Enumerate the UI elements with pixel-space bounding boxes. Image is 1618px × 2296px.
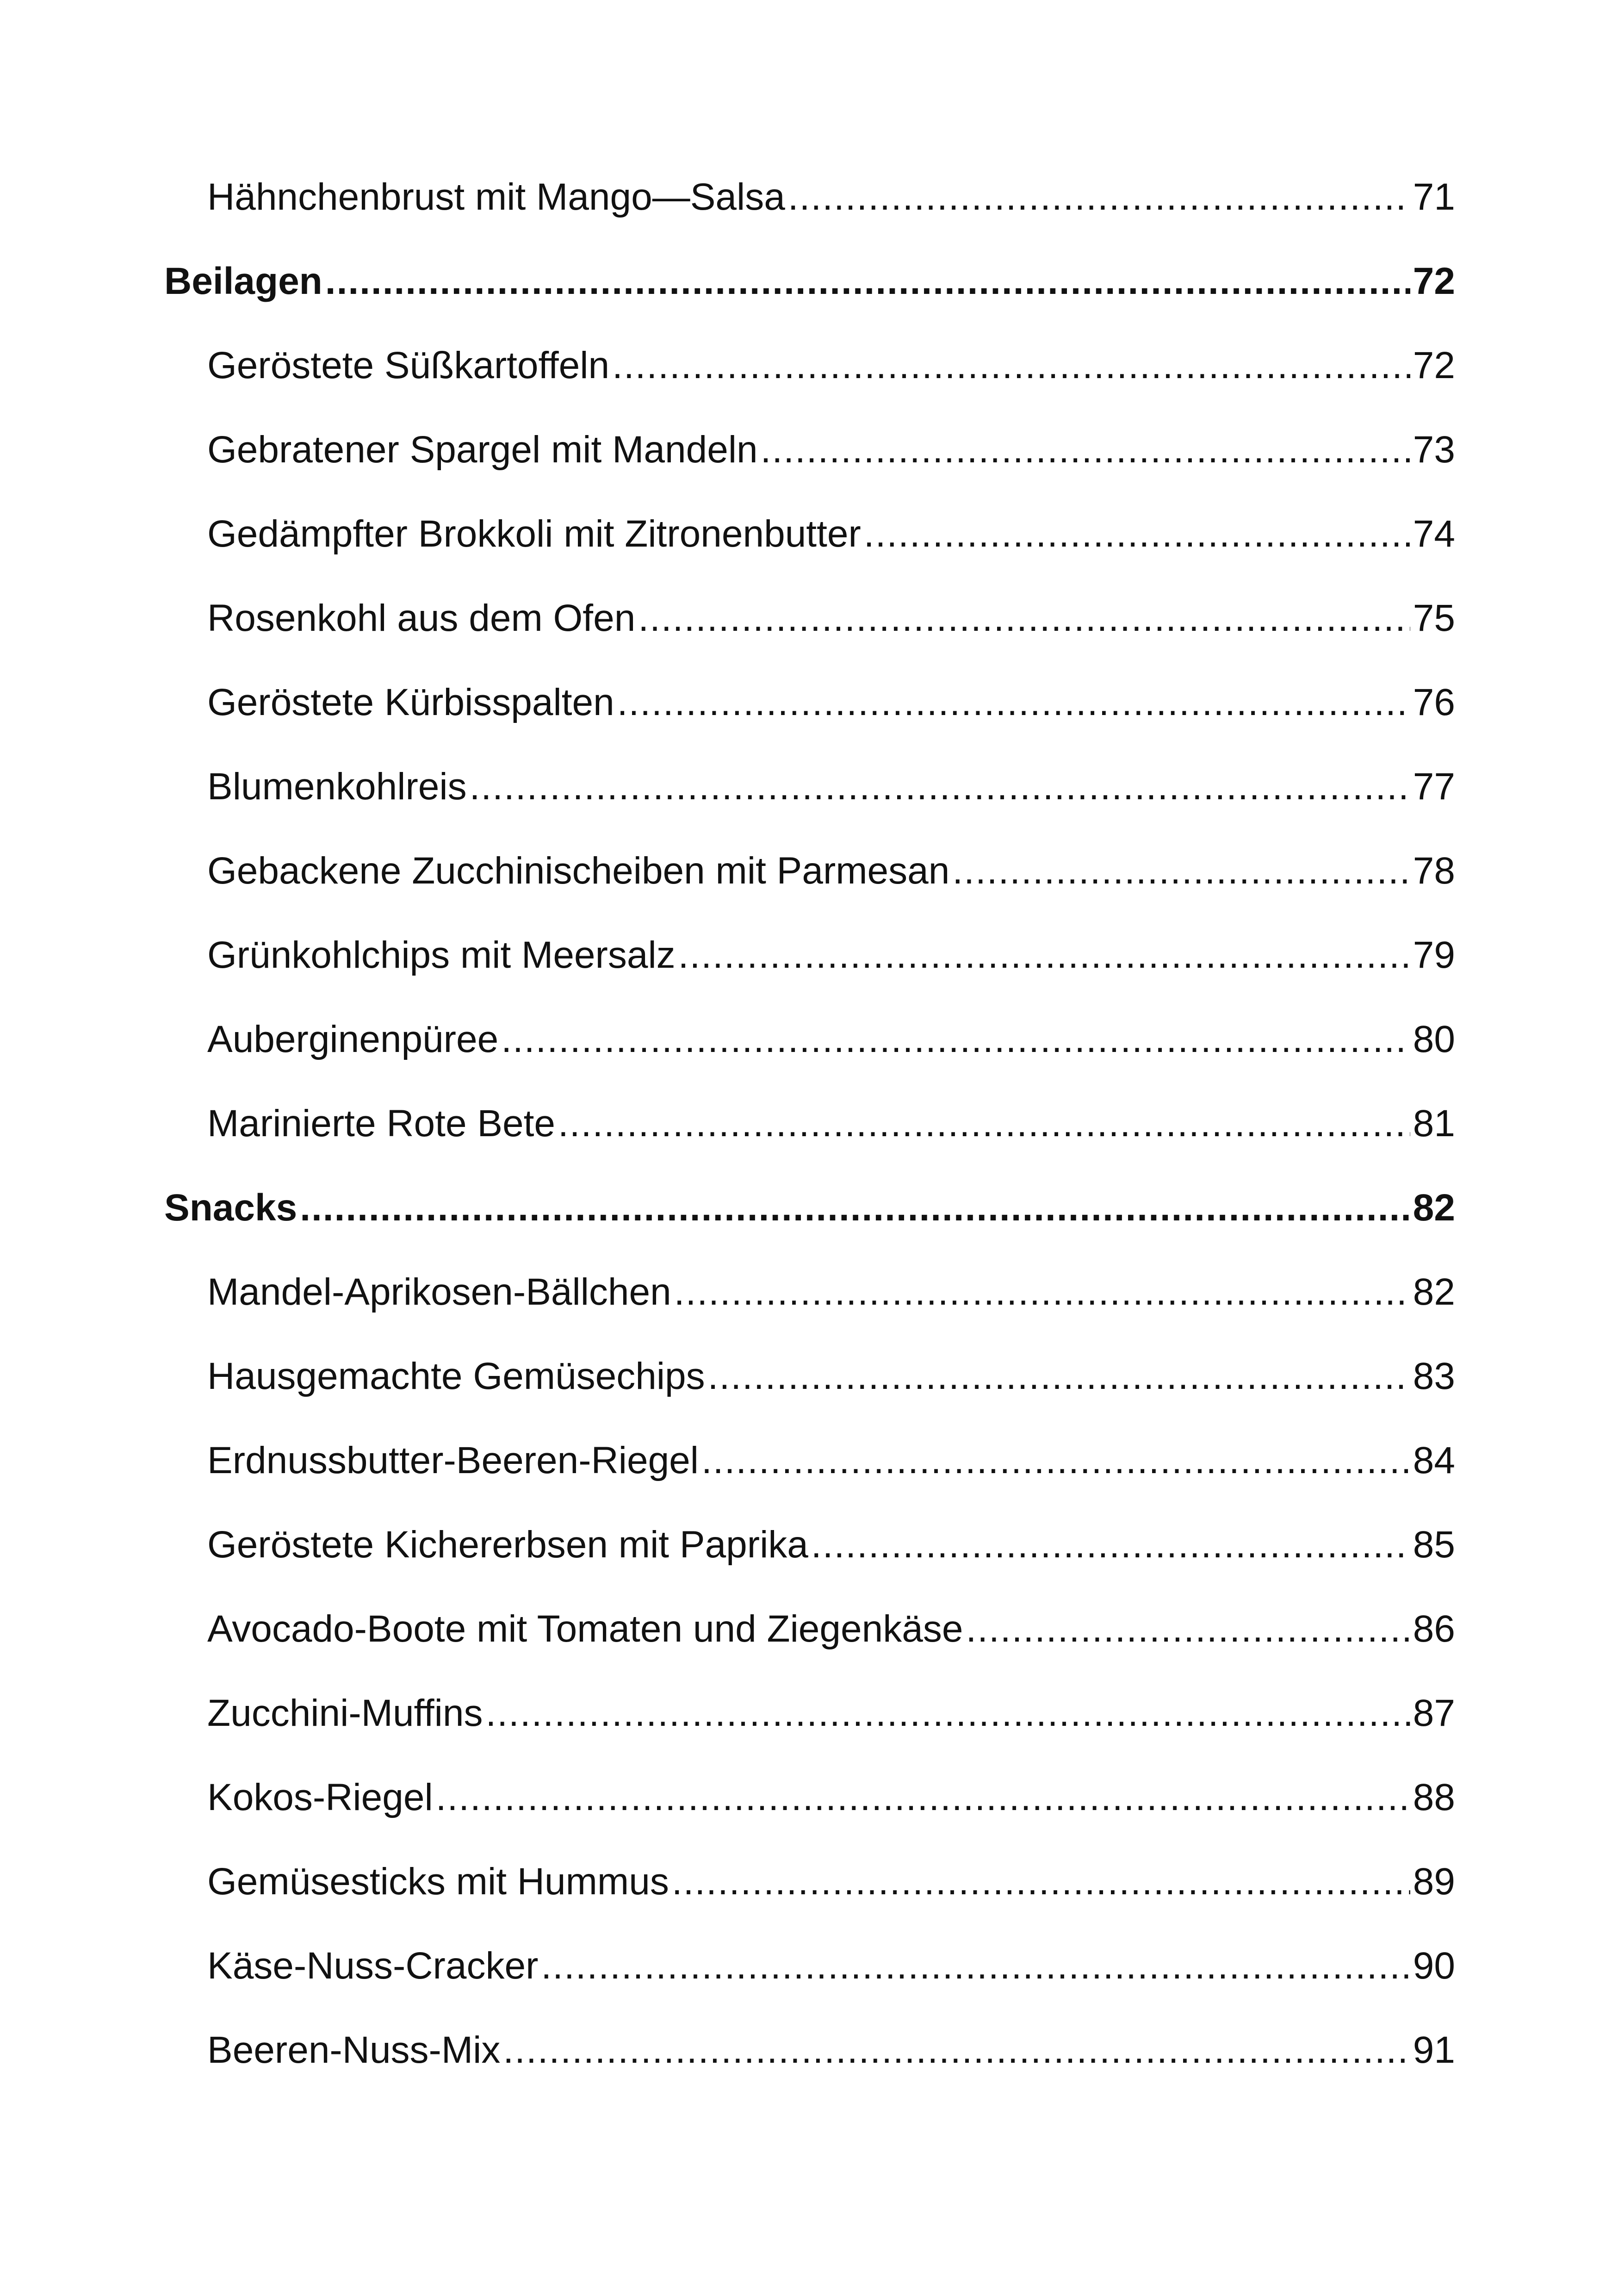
dot-leader [485, 1671, 1410, 1755]
toc-entry-page-number: 74 [1413, 513, 1455, 555]
toc-entry-title: Gedämpfter Brokkoli mit Zitronenbutter [207, 513, 861, 555]
toc-entry-haehnchenbrust-mango-salsa[interactable] [164, 155, 1455, 239]
toc-entry-page-number: 80 [1413, 1018, 1455, 1060]
toc-entry-page-number: 85 [1413, 1524, 1455, 1566]
toc-entry-blumenkohlreis[interactable] [164, 745, 1455, 829]
toc-entry-beeren-nuss-mix[interactable] [164, 2008, 1455, 2092]
toc-entry-page-number: 79 [1413, 934, 1455, 976]
toc-entry-gedaempfter-brokkoli[interactable] [164, 492, 1455, 576]
toc-entry-avocado-boote[interactable] [164, 1587, 1455, 1671]
toc-entry-page-number: 71 [1413, 176, 1455, 218]
toc-chapter-page-number: 72 [1413, 260, 1455, 302]
dot-leader [678, 913, 1410, 997]
toc-entry-zucchini-muffins[interactable] [164, 1671, 1455, 1755]
dot-leader [300, 1166, 1410, 1250]
toc-entry-kokos-riegel[interactable] [164, 1755, 1455, 1840]
toc-entry-page-number: 87 [1413, 1692, 1455, 1734]
dot-leader [761, 408, 1410, 492]
dot-leader [612, 324, 1410, 408]
toc-chapter-page-number: 82 [1413, 1187, 1455, 1229]
toc-entry-rote-bete[interactable] [164, 1082, 1455, 1166]
toc-entry-geroestete-suesskartoffeln[interactable] [164, 324, 1455, 408]
dot-leader [864, 492, 1410, 576]
dot-leader [638, 576, 1410, 660]
toc-entry-page-number: 90 [1413, 1945, 1455, 1987]
toc-entry-mandel-aprikosen-baellchen[interactable] [164, 1250, 1455, 1334]
toc-entry-page-number: 78 [1413, 850, 1455, 892]
toc-entry-kuerbisspalten[interactable] [164, 660, 1455, 745]
toc-entry-kichererbsen[interactable] [164, 1503, 1455, 1587]
toc-chapter-snacks[interactable] [164, 1166, 1455, 1250]
toc-entry-page-number: 86 [1413, 1608, 1455, 1650]
toc-entry-page-number: 77 [1413, 765, 1455, 808]
toc-chapter-beilagen[interactable] [164, 239, 1455, 324]
dot-leader [503, 2008, 1410, 2092]
toc-entry-gemuesesticks-hummus[interactable] [164, 1840, 1455, 1924]
dot-leader [541, 1924, 1410, 2008]
dot-leader [788, 155, 1410, 239]
dot-leader [470, 745, 1410, 829]
toc-entry-page-number: 81 [1413, 1102, 1455, 1145]
toc-entry-title: Kokos-Riegel [207, 1776, 433, 1818]
toc-entry-title: Zucchini-Muffins [207, 1692, 483, 1734]
dot-leader [952, 829, 1410, 913]
toc-entry-rosenkohl[interactable] [164, 576, 1455, 660]
toc-entry-page-number: 88 [1413, 1776, 1455, 1818]
toc-entry-title: Erdnussbutter-Beeren-Riegel [207, 1439, 699, 1481]
toc-entry-page-number: 73 [1413, 429, 1455, 471]
toc-entry-kaese-nuss-cracker[interactable] [164, 1924, 1455, 2008]
toc-entry-title: Geröstete Süßkartoffeln [207, 344, 610, 386]
dot-leader [617, 660, 1410, 745]
toc-entry-page-number: 76 [1413, 681, 1455, 723]
toc-entry-title: Gebackene Zucchinischeiben mit Parmesan [207, 850, 950, 892]
dot-leader [966, 1587, 1410, 1671]
toc-chapter-title: Beilagen [164, 260, 322, 302]
toc-entry-page-number: 83 [1413, 1355, 1455, 1397]
dot-leader [672, 1840, 1410, 1924]
toc-entry-page-number: 82 [1413, 1271, 1455, 1313]
toc-entry-title: Gemüsesticks mit Hummus [207, 1860, 669, 1903]
dot-leader [811, 1503, 1410, 1587]
dot-leader [708, 1334, 1410, 1419]
toc-entry-auberginenpueree[interactable] [164, 997, 1455, 1082]
toc-entry-title: Marinierte Rote Bete [207, 1102, 556, 1145]
table-of-contents [164, 155, 1455, 2092]
toc-entry-title: Avocado-Boote mit Tomaten und Ziegenkäse [207, 1608, 963, 1650]
toc-entry-page-number: 91 [1413, 2029, 1455, 2071]
toc-entry-page-number: 89 [1413, 1860, 1455, 1903]
toc-entry-page-number: 84 [1413, 1439, 1455, 1481]
toc-entry-page-number: 72 [1413, 344, 1455, 386]
toc-entry-title: Blumenkohlreis [207, 765, 467, 808]
toc-entry-title: Geröstete Kürbisspalten [207, 681, 614, 723]
dot-leader [436, 1755, 1410, 1840]
dot-leader [325, 239, 1410, 324]
dot-leader [701, 1419, 1410, 1503]
toc-entry-gebratener-spargel[interactable] [164, 408, 1455, 492]
toc-entry-page-number: 75 [1413, 597, 1455, 639]
toc-entry-title: Grünkohlchips mit Meersalz [207, 934, 676, 976]
dot-leader [674, 1250, 1410, 1334]
toc-entry-title: Käse-Nuss-Cracker [207, 1945, 539, 1987]
dot-leader [558, 1082, 1410, 1166]
toc-entry-title: Hähnchenbrust mit Mango—Salsa [207, 176, 785, 218]
toc-entry-gemuesechips[interactable] [164, 1334, 1455, 1419]
toc-entry-title: Mandel-Aprikosen-Bällchen [207, 1271, 671, 1313]
toc-entry-title: Geröstete Kichererbsen mit Paprika [207, 1524, 808, 1566]
toc-entry-erdnussbutter-riegel[interactable] [164, 1419, 1455, 1503]
toc-entry-zucchinischeiben[interactable] [164, 829, 1455, 913]
toc-entry-title: Auberginenpüree [207, 1018, 499, 1060]
dot-leader [501, 997, 1410, 1082]
toc-entry-title: Rosenkohl aus dem Ofen [207, 597, 636, 639]
toc-entry-title: Hausgemachte Gemüsechips [207, 1355, 705, 1397]
toc-entry-title: Beeren-Nuss-Mix [207, 2029, 501, 2071]
toc-entry-title: Gebratener Spargel mit Mandeln [207, 429, 758, 471]
toc-chapter-title: Snacks [164, 1187, 298, 1229]
toc-entry-gruenkohlchips[interactable] [164, 913, 1455, 997]
